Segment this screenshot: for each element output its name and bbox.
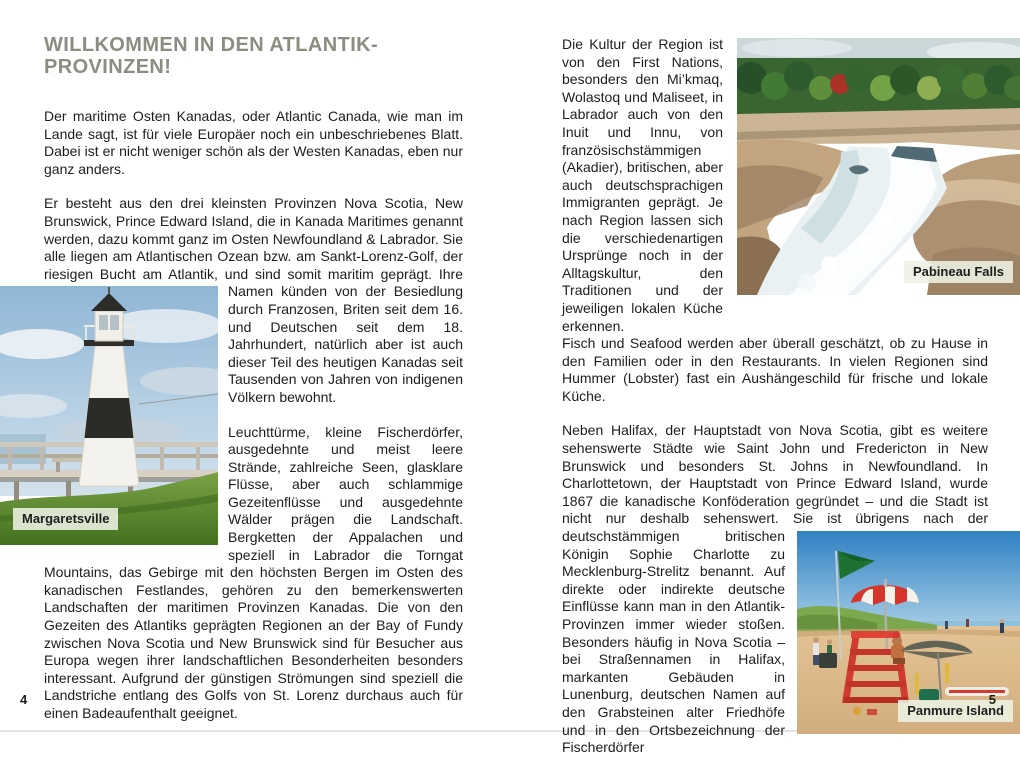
- photo-caption-panmure-island: Panmure Island: [898, 700, 1013, 722]
- paragraph-cities-after: nach der deutschstämmigen britischen Königin Sophie Charlotte zu Mecklenburg-Strelitz benannt. Auf direkte oder indirekte deutsche Einflüsse kann man in den Atlantik-Provinzen immer wieder stoßen. Besonders häufig in Nova Scotia – bei Straßennamen in Halifax, markanten Gebäuden in Lunenburg, deutschen Namen auf den Grabsteinen alter Friedhöfe und in den Ortsbezeichnung der Fischerdörfer: [562, 510, 989, 756]
- falls-photo: [737, 38, 1020, 295]
- lighthouse-photo: [0, 286, 218, 545]
- page-title: WILLKOMMEN IN DEN ATLANTIK-PROVINZEN!: [44, 34, 379, 78]
- photo-caption-margaretsville: Margaretsville: [13, 508, 118, 530]
- photo-caption-pabineau-falls: Pabineau Falls: [904, 261, 1013, 283]
- paragraph-provinces-after: Namen künden von der Besiedlung durch Franzosen, Briten seit dem 16. und Deutschen seit dem 18. Jahrhundert, natürlich aber ist auch dieser Teil des heutigen Kanadas seit Tausenden von Jahren von indigenen Völkern bewohnt.: [228, 283, 463, 405]
- falls-illustration: [737, 38, 1020, 295]
- page-number-right: 5: [988, 692, 996, 707]
- paragraph-landscape: Leuchttürme, kleine Fischerdörfer, ausgedehnte und meist leere Strände, zahlreiche Seen, glasklare Flüsse, aber auch schlammige Gezeitenflüsse und ausgedehnte Wälder prägen die Landschaft. Bergketten der Appalachen und speziell in Labrador die Torngat Mountains, das Gebirge mit den höchsten Bergen im Osten des kanadischen Festlandes, gehören zu den bemerkenswerten Landschaften der maritimen Provinzen Kanadas. Die von den Gezeiten des Atlantiks geprägten Regionen an der Bay of Fundy zwischen Nova Scotia und New Brunswick sind für Besucher aus Europa wegen ihrer landschaftlichen Besonderheiten besonders interessant. Aufgrund der günstigen Strömungen sind speziell die Landstriche entlang des Golfs von St. Lorenz durchaus auch für einen Badeaufenthalt geeignet.: [44, 423, 463, 721]
- page-right: [510, 0, 1020, 756]
- paragraph-provinces-before: Er besteht aus den drei kleinsten Provinzen Nova Scotia, New Brunswick, Prince Edward Island, die in Kanada Maritimes genannt werden, dazu kommt ganz im Osten Newfoundland & Labrador. Sie alle liegen am Atlantischen Ozean bzw. am Sankt-Lorenz-Golf, der riesigen Bucht am Atlantik, und sind somit maritim geprägt. Ihre: [44, 195, 463, 282]
- page-number-left: 4: [20, 692, 28, 707]
- lighthouse-illustration: [0, 286, 218, 545]
- paragraph-cities: [562, 422, 1004, 756]
- paragraph-culture-text: Die Kultur der Region ist von den First Nations, besonders den Mi’kmaq, Wolastoq und Maliseet, in Labrador auch von den Inuit und Innu, von französischstämmigen (Akadier), britischen, aber auch deutschsprachigen Immigranten geprägt. Je nach Region lassen sich die verschiedenartigen Ursprünge noch in der Alltagskultur, den Traditionen und der jeweiligen lokalen Küche erkennen.: [562, 36, 723, 334]
- paragraph-cities-before: Neben Halifax, der Hauptstadt von Nova Scotia, gibt es weitere sehenswerte Städte wie Saint John und Fredericton in New Brunswick und besonders St. Johns in Newfoundland. In Charlottetown, der Hauptstadt von Prince Edward Island, wurde 1867 die kanadische Konföderation gegründet – und die Stadt ist nicht nur deshalb sehenswert. Sie ist übrigens: [562, 422, 988, 527]
- beach-photo: [797, 531, 1020, 734]
- paragraph-seafood: Fisch und Seafood werden aber überall geschätzt, ob zu Hause in den Familien oder in den Restaurants. In vielen Regionen sind Hummer (Lobster) fast ein Aushängeschild für frische und lokale Küche.: [562, 335, 988, 404]
- paragraph-provinces: [22, 195, 463, 527]
- page-left: [0, 0, 510, 730]
- paragraph-culture: [562, 36, 1004, 335]
- paragraph-intro: Der maritime Osten Kanadas, oder Atlantic Canada, wie man im Lande sagt, ist für viele Europäer noch ein unbeschriebenes Blatt. Dabei ist er nicht weniger schön als der Westen Kanadas, eben nur ganz anders.: [44, 108, 463, 177]
